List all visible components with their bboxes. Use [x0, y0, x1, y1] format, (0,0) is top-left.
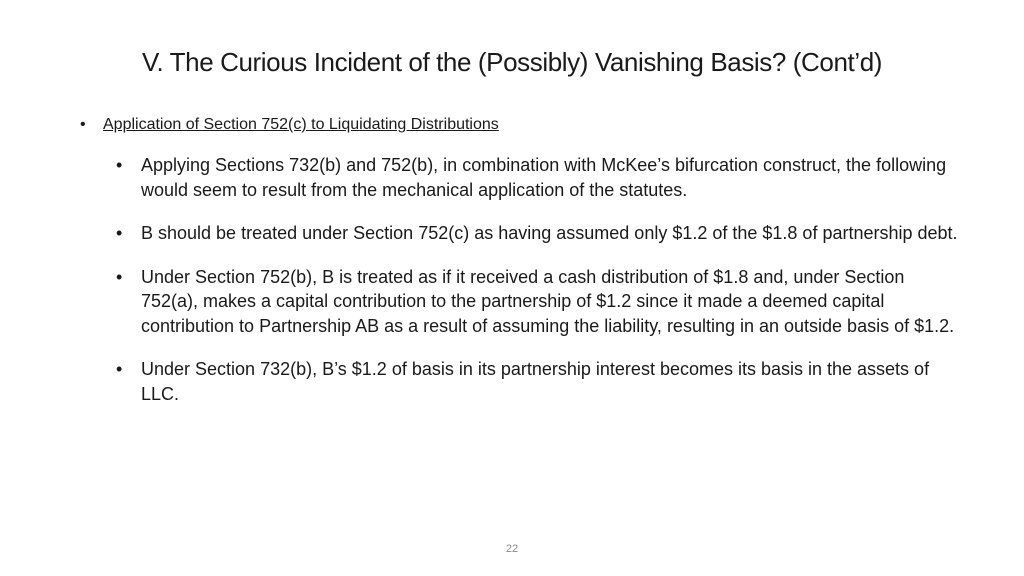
sub-bullet-list	[80, 153, 960, 406]
bullet-icon: •	[116, 223, 123, 243]
list-item	[116, 265, 960, 339]
list-item	[116, 153, 960, 202]
slide-title: V. The Curious Incident of the (Possibly) Vanishing Basis? (Cont’d)	[141, 47, 883, 77]
section-heading: Application of Section 752(c) to Liquidating Distributions	[103, 116, 499, 133]
bullet-icon: •	[80, 116, 86, 133]
bullet-icon: •	[116, 155, 123, 175]
list-item-text: Under Section 732(b), B’s $1.2 of basis in its partnership interest becomes its basis in the assets of LLC.	[141, 359, 930, 404]
page-number: 22	[505, 543, 519, 555]
section-heading-item	[80, 114, 960, 136]
slide-content	[80, 114, 960, 425]
bullet-icon: •	[116, 359, 123, 379]
list-item	[116, 221, 960, 246]
list-item-text: Applying Sections 732(b) and 752(b), in combination with McKee’s bifurcation construct, the following would seem to result from the mechanical application of the statutes.	[141, 155, 947, 200]
bullet-icon: •	[116, 266, 123, 287]
list-item-text: B should be treated under Section 752(c) as having assumed only $1.2 of the $1.8 of partnership debt.	[141, 223, 958, 243]
list-item	[116, 357, 960, 406]
list-item-text: Under Section 752(b), B is treated as if it received a cash distribution of $1.8 and, under Section 752(a), makes a capital contribution to the partnership of $1.2 since it made a deemed capital contribution to Partnership AB as a result of assuming the liability, resulting in an outside basis of $1.2.	[141, 266, 955, 336]
